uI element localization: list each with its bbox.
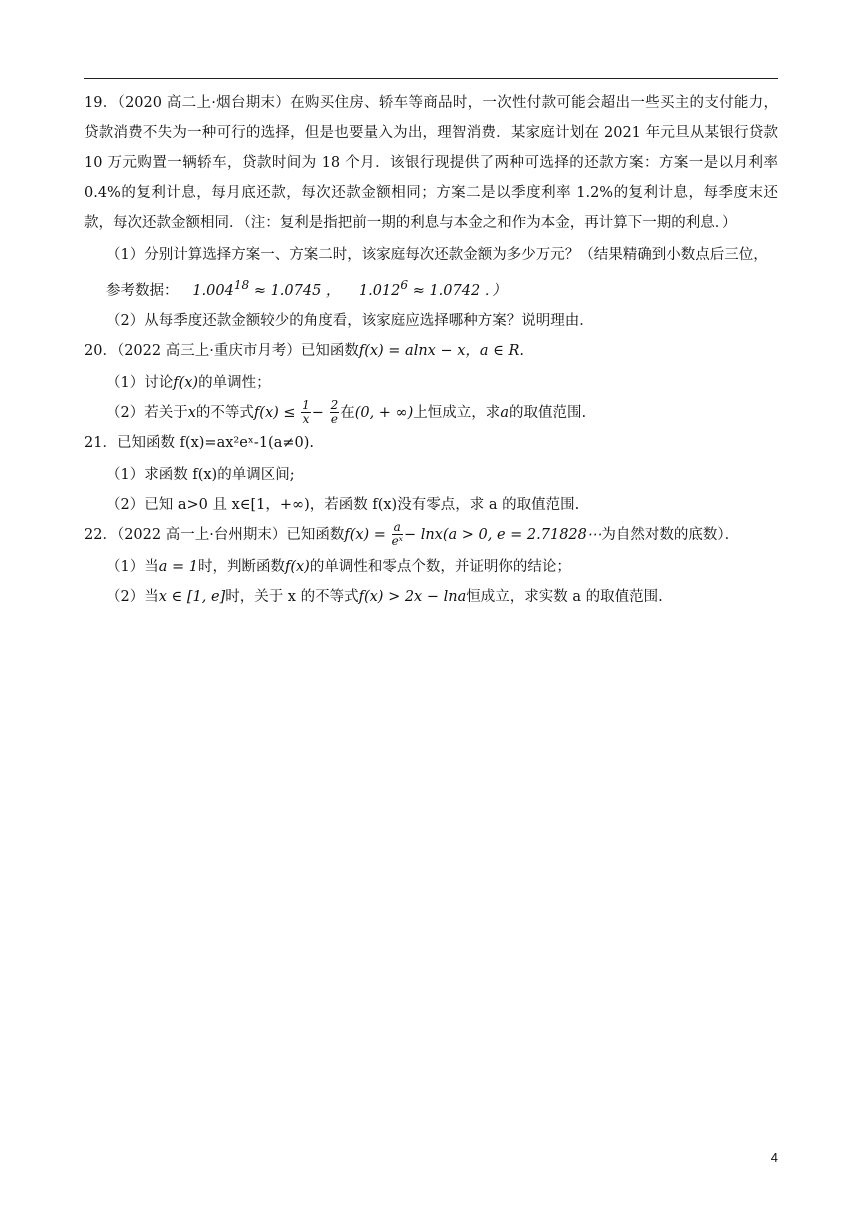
- problem-19-part-1-text: （1）分别计算选择方案一、方案二时，该家庭每次还款金额为多少万元？（结果精确到小数点后三位，参考数据：: [106, 247, 768, 299]
- problem-20-function: f(x) = alnx − x，a ∈ R.: [358, 342, 525, 359]
- reference-value-1: 1.004$^{18}$ ≈ 1.0745 ，: [192, 278, 341, 299]
- problem-19-text: 19．（2020 高二上·烟台期末）在购买住房、轿车等商品时，一次性付款可能会超出一些买主的支付能力，贷款消费不失为一种可行的选择，但是也要量入为出，理智消费．某家庭计划在 2021 年元旦从某银行贷款 10 万元购置一辆轿车，贷款时间为 18 个月．该银行现提供了两种可选择的还款方案：方案一是以月利率 0.4%的复利计息，每月底还款，每次还款金额相同；方案二是以季度利率 1.2%的复利计息，每季度末还款，每次还款金额相同．（注：复利是指把前一期的利息与本金之和作为本金，再计算下一期的利息．）: [84, 95, 778, 231]
- problem-19-part-2: （2）从每季度还款金额较少的角度看，该家庭应选择哪种方案？说明理由．: [106, 312, 594, 329]
- problem-21-part-2: （2）已知 a>0 且 x∈[1，+∞)，若函数 f(x)没有零点，求 a 的取值范围.: [106, 496, 580, 513]
- page-number: 4: [770, 1150, 778, 1165]
- problem-22-part-1: （1）当a = 1时，判断函数f(x)的单调性和零点个数，并证明你的结论；: [106, 558, 571, 575]
- fraction-1-over-x: $\frac{1}{x}$: [302, 398, 310, 427]
- problem-20-part-2: （2）若关于x的不等式f(x) ≤ $\frac{1}{x}$ − $\frac{2}{e}$ 在(0, + ∞)上恒成立，求a的取值范围.: [106, 398, 587, 427]
- problem-21-part-1: （1）求函数 f(x)的单调区间;: [106, 466, 295, 483]
- problem-21: 21．已知函数 f(x)=ax²eˣ-1(a≠0).: [84, 434, 314, 451]
- problem-22: 22．（2022 高一上·台州期末）已知函数f(x) = $\frac{a}{\text{eˣ}}$ − lnx(a > 0, e = 2.71828⋯为自然对数的底数）．: [84, 520, 740, 549]
- problem-20-header: 20．（2022 高三上·重庆市月考）已知函数: [84, 342, 359, 359]
- problem-22-header: 22．（2022 高一上·台州期末）已知函数: [84, 526, 345, 543]
- reference-value-2: 1.012$^6$ ≈ 1.0742 ．）: [358, 278, 507, 299]
- problem-20-part-1: （1）讨论f(x)的单调性；: [106, 374, 271, 391]
- fraction-2-over-e: $\frac{2}{e}$: [330, 398, 339, 427]
- problem-20: [84, 336, 778, 366]
- header-rule: [84, 78, 778, 79]
- problem-22-part-2: （2）当x ∈ [1, e]时，关于 x 的不等式f(x) > 2x − lna恒成立，求实数 a 的取值范围.: [106, 588, 663, 605]
- problem-19-part-1: [84, 240, 778, 306]
- problem-list: [84, 88, 778, 612]
- fraction-a-over-ex: $\frac{a}{\text{eˣ}}$: [391, 520, 403, 549]
- problem-19: [84, 88, 778, 238]
